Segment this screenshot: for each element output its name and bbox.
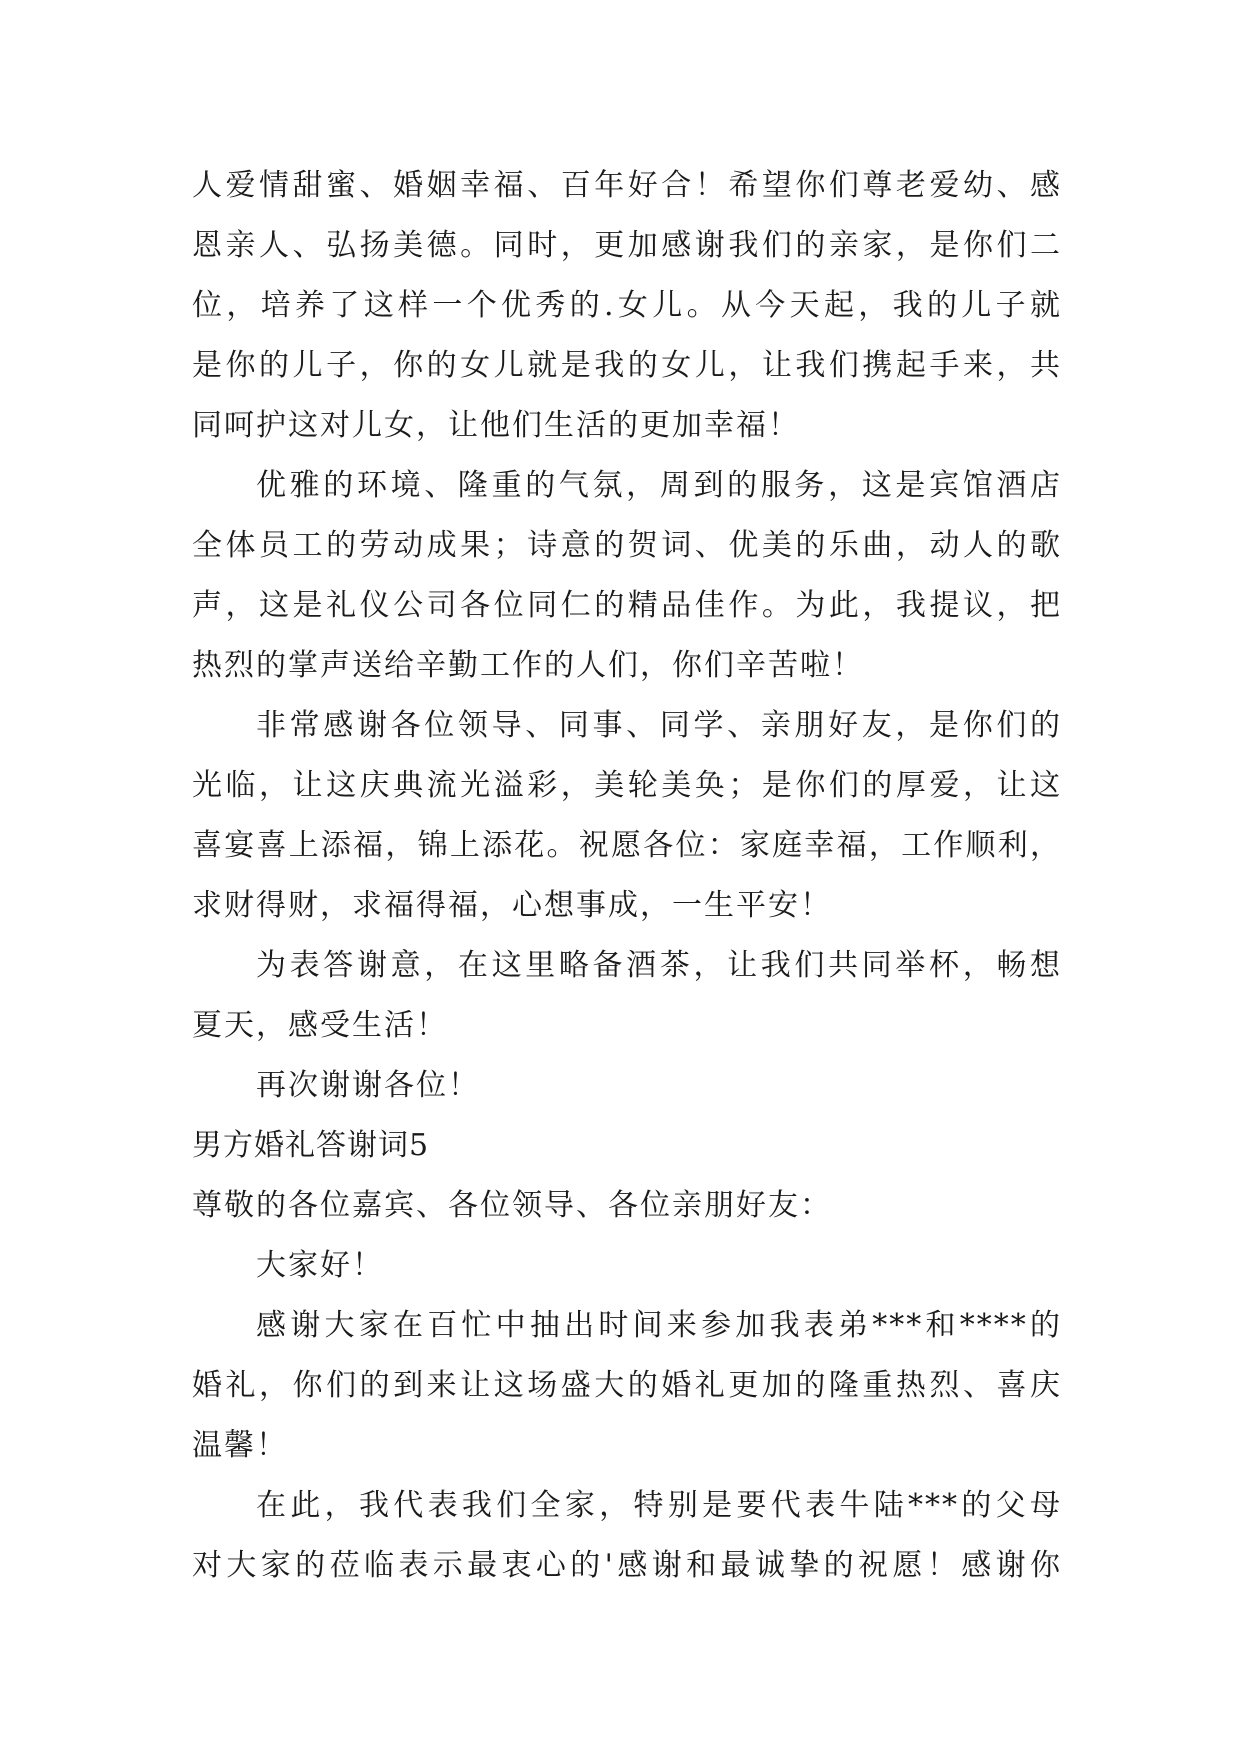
text-line: 热烈的掌声送给辛勤工作的人们，你们辛苦啦！ xyxy=(192,648,864,683)
text-line: 对大家的莅临表示最衷心的'感谢和最诚挚的祝愿！感谢你 xyxy=(192,1548,1062,1583)
text-line: 人爱情甜蜜、婚姻幸福、百年好合！希望你们尊老爱幼、感 xyxy=(192,168,1062,203)
section-heading: 男方婚礼答谢词5 xyxy=(192,1128,430,1163)
text-line: 同呵护这对儿女，让他们生活的更加幸福！ xyxy=(192,408,800,443)
text-line: 声，这是礼仪公司各位同仁的精品佳作。为此，我提议，把 xyxy=(192,588,1062,623)
text-line: 温馨！ xyxy=(192,1428,288,1463)
text-line: 恩亲人、弘扬美德。同时，更加感谢我们的亲家，是你们二 xyxy=(192,228,1062,263)
text-line: 求财得财，求福得福，心想事成，一生平安！ xyxy=(192,888,832,923)
document-body xyxy=(192,156,1062,1596)
text-line: 夏天，感受生活！ xyxy=(192,1008,448,1043)
salutation-line: 尊敬的各位嘉宾、各位领导、各位亲朋好友： xyxy=(192,1188,832,1223)
paragraph-start-line: 为表答谢意，在这里略备酒茶，让我们共同举杯，畅想 xyxy=(256,948,1062,983)
text-line: 全体员工的劳动成果；诗意的贺词、优美的乐曲，动人的歌 xyxy=(192,528,1062,563)
text-line: 是你的儿子，你的女儿就是我的女儿，让我们携起手来，共 xyxy=(192,348,1062,383)
paragraph-start-line: 感谢大家在百忙中抽出时间来参加我表弟***和****的 xyxy=(256,1308,1062,1343)
paragraph-start-line: 优雅的环境、隆重的气氛，周到的服务，这是宾馆酒店 xyxy=(256,468,1062,503)
paragraph-start-line: 在此，我代表我们全家，特别是要代表牛陆***的父母 xyxy=(256,1488,1062,1523)
text-line: 光临，让这庆典流光溢彩，美轮美奂；是你们的厚爱，让这 xyxy=(192,768,1062,803)
paragraph-start-line: 非常感谢各位领导、同事、同学、亲朋好友，是你们的 xyxy=(256,708,1062,743)
text-line: 婚礼，你们的到来让这场盛大的婚礼更加的隆重热烈、喜庆 xyxy=(192,1368,1062,1403)
text-line: 喜宴喜上添福，锦上添花。祝愿各位：家庭幸福，工作顺利， xyxy=(192,828,1062,863)
paragraph-start-line: 再次谢谢各位！ xyxy=(256,1068,480,1103)
greeting-line: 大家好！ xyxy=(256,1248,384,1283)
text-line: 位，培养了这样一个优秀的.女儿。从今天起，我的儿子就 xyxy=(192,288,1062,323)
